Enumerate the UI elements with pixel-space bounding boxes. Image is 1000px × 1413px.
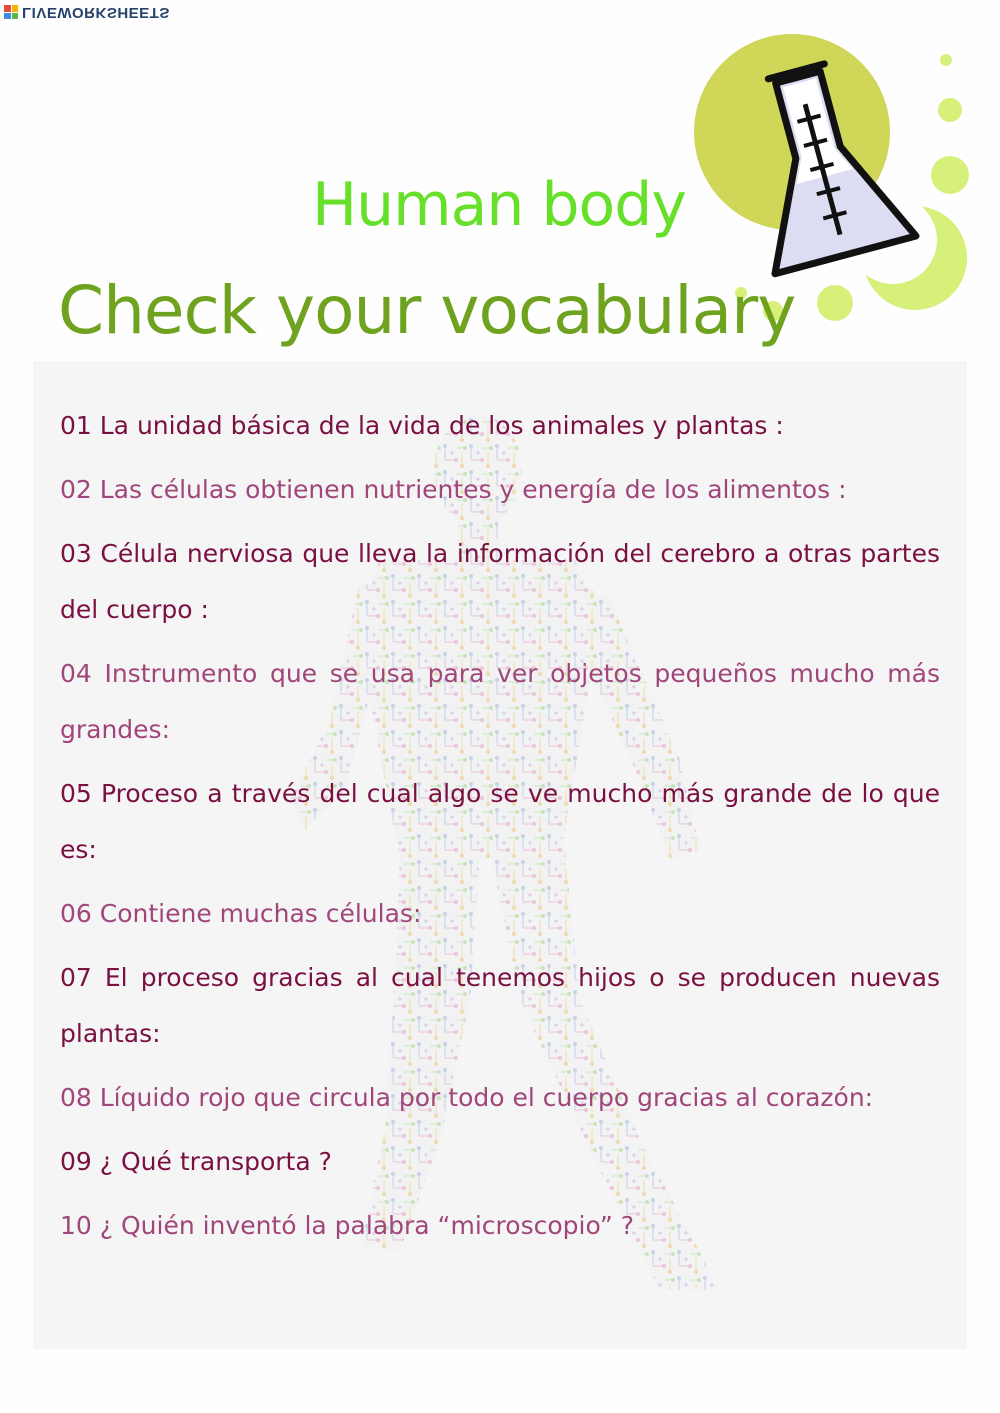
question-item[interactable]: 06 Contiene muchas células: xyxy=(60,899,422,928)
brand-name: LIVEWORKSHEETS xyxy=(22,3,170,21)
question-item[interactable]: 08 Líquido rojo que circula por todo el cuerpo gracias al corazón: xyxy=(60,1083,874,1112)
question-item[interactable]: 05 Proceso a través del cual algo se ve mucho más grande de lo que es: xyxy=(60,779,940,864)
question-item[interactable]: 01 La unidad básica de la vida de los animales y plantas : xyxy=(60,411,784,440)
question-item[interactable]: 09 ¿ Qué transporta ? xyxy=(60,1147,332,1176)
question-item[interactable]: 03 Célula nerviosa que lleva la información del cerebro a otras partes del cuerpo : xyxy=(60,539,940,624)
question-item[interactable]: 07 El proceso gracias al cual tenemos hijos o se producen nuevas plantas: xyxy=(60,963,940,1048)
question-item[interactable]: 10 ¿ Quién inventó la palabra “microscopio” ? xyxy=(60,1211,635,1240)
question-item[interactable]: 02 Las células obtienen nutrientes y energía de los alimentos : xyxy=(60,475,847,504)
question-item[interactable]: 04 Instrumento que se usa para ver objetos pequeños mucho más grandes: xyxy=(60,659,940,744)
page-title: Human body xyxy=(312,170,686,240)
question-list xyxy=(60,398,940,1262)
page-subtitle: Check your vocabulary xyxy=(58,272,796,349)
